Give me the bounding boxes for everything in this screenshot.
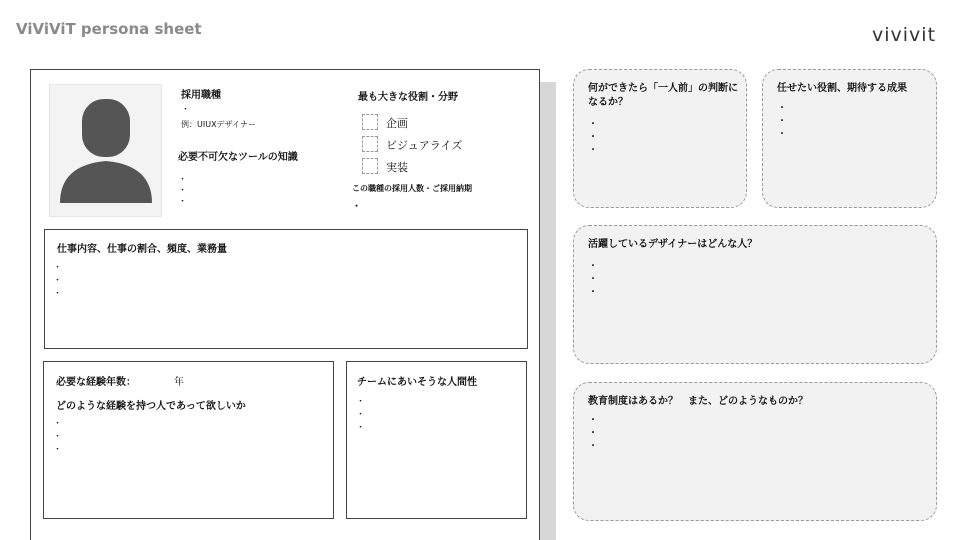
card-item: ・ — [588, 415, 598, 426]
card-item: ・ — [588, 428, 598, 439]
tools-item: ・ — [178, 197, 188, 207]
experience-desired-label: どのような経験を持つ人であって欲しいか — [56, 401, 246, 412]
page-title: ViViViT persona sheet — [16, 20, 202, 38]
role-checkbox-implement[interactable] — [362, 158, 378, 174]
card-question: 活躍しているデザイナーはどんな人？ — [588, 239, 758, 250]
job-type-example: 例：UIUXデザイナー — [181, 120, 256, 129]
card-designers — [573, 225, 937, 364]
card-independence — [573, 69, 747, 208]
brand-logo: vivivit — [872, 24, 937, 46]
card-question: 任せたい役割、期待する成果 — [777, 83, 907, 94]
role-checkbox-visualize[interactable] — [362, 136, 378, 152]
experience-item: ・ — [53, 445, 63, 455]
work-item: ・ — [53, 289, 63, 299]
card-item: ・ — [588, 261, 598, 272]
hiring-value: ・ — [352, 202, 362, 212]
work-item: ・ — [53, 263, 63, 273]
card-question: 何ができたら「一人前」の判断になるか？ — [588, 83, 738, 108]
work-label: 仕事内容、仕事の割合、頻度、業務量 — [57, 244, 227, 255]
card-education — [573, 382, 937, 521]
experience-years-unit: 年 — [174, 377, 184, 388]
card-expectation — [762, 69, 937, 208]
card-item: ・ — [588, 132, 598, 143]
hiring-label: この職種の採用人数・ご採用納期 — [352, 184, 472, 193]
role-option-label: 実装 — [386, 161, 408, 174]
role-checkbox-planning[interactable] — [362, 114, 378, 130]
experience-item: ・ — [53, 419, 63, 429]
card-item: ・ — [588, 119, 598, 130]
sheet-shadow — [540, 82, 556, 540]
card-question: 教育制度はあるか？ また、どのようなものか？ — [588, 396, 808, 407]
card-item: ・ — [588, 287, 598, 298]
job-type-label: 採用職種 — [181, 90, 221, 101]
job-type-dot: ・ — [181, 105, 191, 115]
card-item: ・ — [588, 145, 598, 156]
avatar — [49, 84, 162, 217]
work-content-box — [44, 229, 528, 349]
tools-item: ・ — [178, 186, 188, 196]
card-item: ・ — [777, 129, 787, 140]
team-fit-label: チームにあいそうな人間性 — [357, 377, 477, 388]
roles-label: 最も大きな役割・分野 — [358, 92, 458, 103]
team-fit-item: ・ — [356, 397, 366, 407]
card-item: ・ — [588, 274, 598, 285]
team-fit-box — [346, 361, 527, 519]
role-option-label: ビジュアライズ — [386, 139, 463, 152]
tools-label: 必要不可欠なツールの知識 — [178, 152, 298, 163]
experience-item: ・ — [53, 432, 63, 442]
team-fit-item: ・ — [356, 410, 366, 420]
work-item: ・ — [53, 276, 63, 286]
team-fit-item: ・ — [356, 423, 366, 433]
card-item: ・ — [777, 103, 787, 114]
experience-years-label: 必要な経験年数： — [56, 377, 136, 388]
experience-box — [43, 361, 334, 519]
person-icon — [50, 85, 163, 218]
tools-item: ・ — [178, 175, 188, 185]
card-item: ・ — [777, 116, 787, 127]
role-option-label: 企画 — [386, 117, 408, 130]
card-item: ・ — [588, 441, 598, 452]
